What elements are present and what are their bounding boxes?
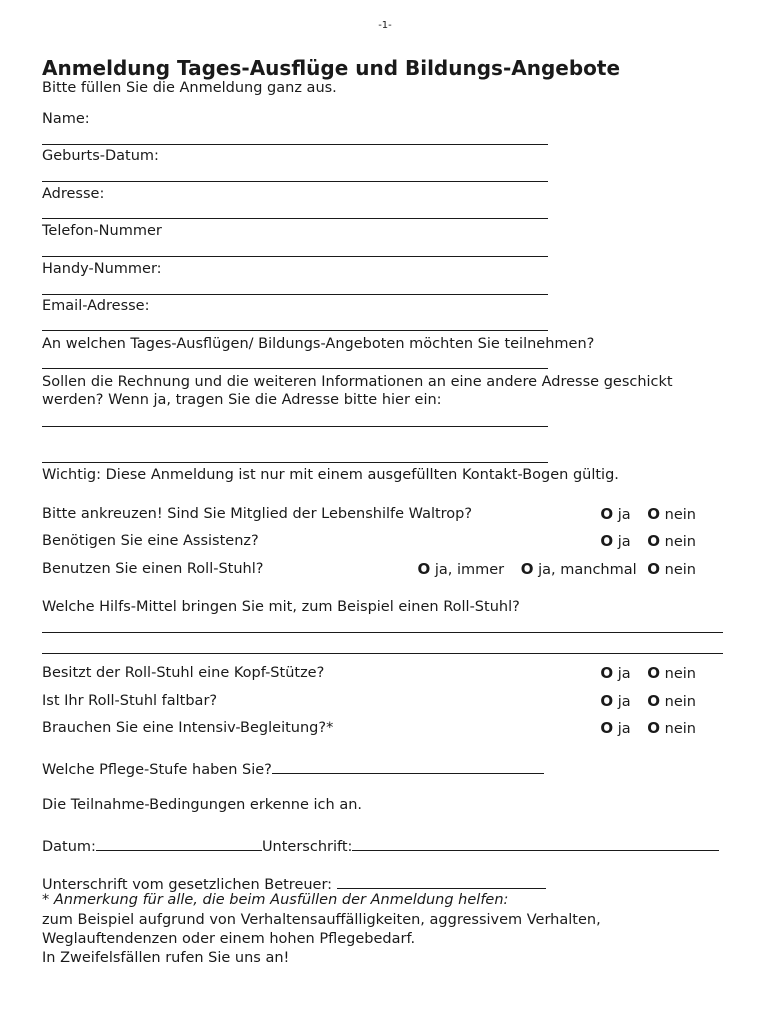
radio-circle-icon: O [600,664,614,682]
radio-circle-icon: O [417,560,431,578]
radio-circle-icon: O [520,560,534,578]
assistance-question: Benötigen Sie eine Assistenz? [42,533,259,549]
footnote-line1: zum Beispiel aufgrund von Verhaltensauffälligkeiten, aggressivem Verhalten, [42,912,601,928]
radio-circle-icon: O [647,719,661,737]
foldable-options [600,693,696,711]
name-field[interactable] [42,144,548,145]
assistance-no-option[interactable]: O nein [647,532,696,550]
radio-circle-icon: O [647,505,661,523]
radio-circle-icon: O [647,532,661,550]
guardian-signature-label: Unterschrift vom gesetzlichen Betreuer: [42,877,337,893]
aids-field-2[interactable] [42,653,723,654]
billing-question-line2: werden? Wenn ja, tragen Sie die Adresse bitte hier ein: [42,392,442,408]
radio-circle-icon: O [600,505,614,523]
intensive-yes-option[interactable]: O ja [600,719,631,737]
conditions-statement: Die Teilnahme-Bedingungen erkenne ich an. [42,797,362,813]
wheelchair-no-option[interactable]: O nein [647,560,696,578]
address-field[interactable] [42,218,548,219]
foldable-no-option[interactable]: O nein [647,692,696,710]
footnote-line2: Weglauftendenzen oder einem hohen Pflegebedarf. [42,931,416,947]
date-field[interactable] [96,836,262,851]
member-yes-option[interactable]: O ja [600,505,631,523]
billing-address-field-2[interactable] [42,462,548,463]
care-level-question: Welche Pflege-Stufe haben Sie? [42,762,272,778]
aids-question: Welche Hilfs-Mittel bringen Sie mit, zum Beispiel einen Roll-Stuhl? [42,599,520,615]
wheelchair-always-option[interactable]: O ja, immer [417,560,505,578]
birthdate-field[interactable] [42,181,548,182]
mobile-field[interactable] [42,294,548,295]
footnote-heading: * Anmerkung für alle, die beim Ausfüllen der Anmeldung helfen: [42,892,509,908]
signature-label: Unterschrift: [261,839,353,855]
intensive-no-option[interactable]: O nein [647,719,696,737]
wheelchair-sometimes-option[interactable]: O ja, manchmal [520,560,637,578]
member-no-option[interactable]: O nein [647,505,696,523]
offers-field[interactable] [42,368,548,369]
footnote-line3: In Zweifelsfällen rufen Sie uns an! [42,950,290,966]
radio-circle-icon: O [600,532,614,550]
assistance-options [600,533,696,551]
billing-address-field-1[interactable] [42,426,548,427]
intensive-options [600,720,696,738]
email-field[interactable] [42,330,548,331]
care-level-field[interactable] [272,759,544,774]
intensive-question: Brauchen Sie eine Intensiv-Begleitung?* [42,720,334,736]
offers-question: An welchen Tages-Ausflügen/ Bildungs-Angeboten möchten Sie teilnehmen? [42,336,595,352]
wheelchair-options [417,561,696,579]
foldable-question: Ist Ihr Roll-Stuhl faltbar? [42,693,218,709]
billing-question-line1: Sollen die Rechnung und die weiteren Informationen an eine andere Adresse geschickt [42,374,673,390]
member-question: Bitte ankreuzen! Sind Sie Mitglied der Lebenshilfe Waltrop? [42,506,473,522]
radio-circle-icon: O [600,719,614,737]
name-label: Name: [42,111,90,127]
headrest-options [600,665,696,683]
date-label: Datum: [42,839,96,855]
headrest-yes-option[interactable]: O ja [600,664,631,682]
address-label: Adresse: [42,186,105,202]
radio-circle-icon: O [647,560,661,578]
phone-field[interactable] [42,256,548,257]
mobile-label: Handy-Nummer: [42,261,162,277]
signature-row [42,836,719,856]
guardian-row [42,874,546,894]
foldable-yes-option[interactable]: O ja [600,692,631,710]
page-number: -1- [378,20,392,31]
headrest-question: Besitzt der Roll-Stuhl eine Kopf-Stütze? [42,665,325,681]
guardian-signature-field[interactable] [337,874,546,889]
important-note: Wichtig: Diese Anmeldung ist nur mit einem ausgefüllten Kontakt-Bogen gültig. [42,467,619,483]
birthdate-label: Geburts-Datum: [42,148,159,164]
member-options [600,506,696,524]
care-level-row [42,759,544,779]
radio-circle-icon: O [647,664,661,682]
form-subtitle: Bitte füllen Sie die Anmeldung ganz aus. [42,80,337,96]
radio-circle-icon: O [600,692,614,710]
assistance-yes-option[interactable]: O ja [600,532,631,550]
phone-label: Telefon-Nummer [42,223,162,239]
headrest-no-option[interactable]: O nein [647,664,696,682]
email-label: Email-Adresse: [42,298,150,314]
wheelchair-question: Benutzen Sie einen Roll-Stuhl? [42,561,264,577]
aids-field-1[interactable] [42,632,723,633]
signature-field[interactable] [352,836,719,851]
form-title: Anmeldung Tages-Ausflüge und Bildungs-Angebote [42,56,621,80]
radio-circle-icon: O [647,692,661,710]
